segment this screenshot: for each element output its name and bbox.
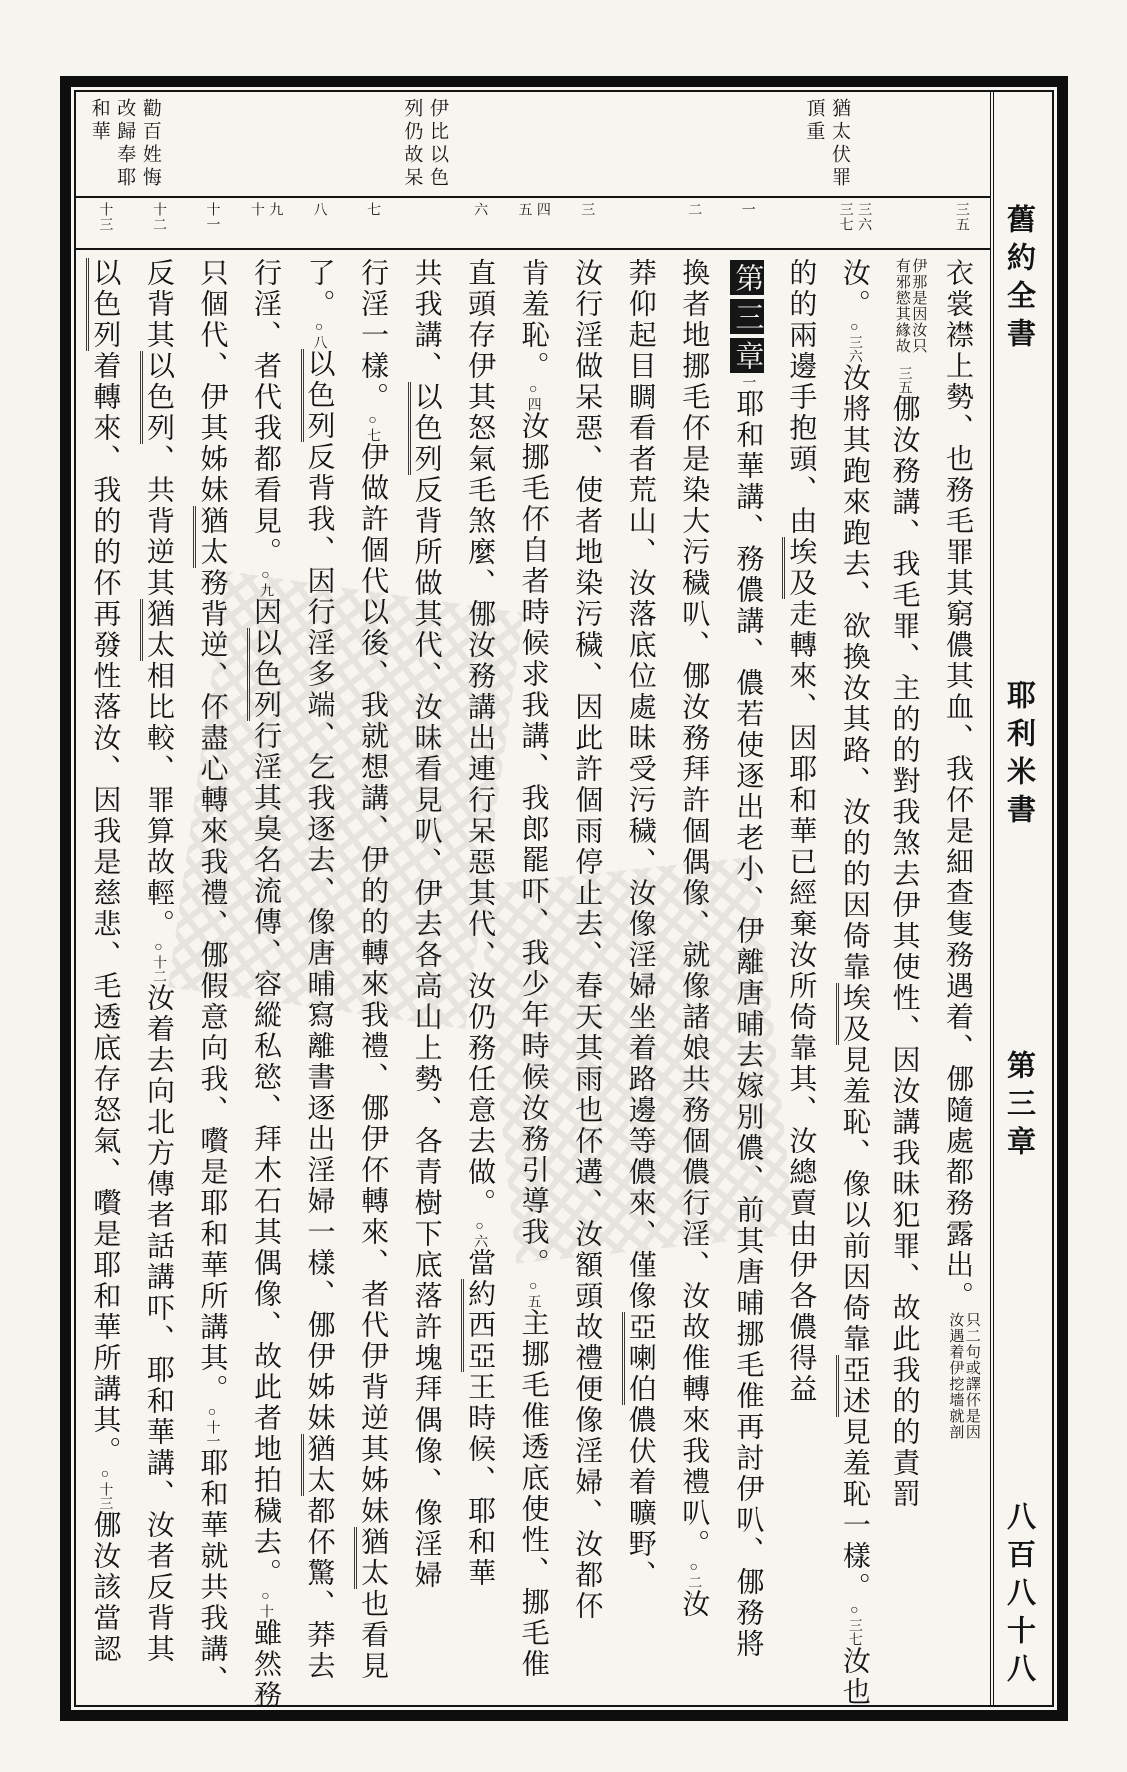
verse-marker: 二	[686, 202, 702, 217]
verse-marker: 十一	[204, 202, 220, 232]
verse-marker-slot	[934, 202, 988, 248]
chapter-title: 第三章	[1003, 1050, 1035, 1164]
text-column: 衣裳襟上勢、也務毛罪其窮儂其血、我伓是細查隻務遇着、㑚隨處都務露出。只二句或譯伓是因汝遇着伊挖墻就剖	[934, 258, 988, 1711]
verse-marker: 六	[472, 202, 488, 217]
proper-noun: 猶太	[354, 1527, 388, 1589]
verse-marker: 八	[311, 202, 327, 217]
interlinear-note: 伊那是因汝只有邪慾其緣故	[893, 258, 927, 354]
chapter-block-glyph: 章	[730, 338, 764, 373]
inline-verse-number: ○九	[258, 568, 274, 597]
book-title: 舊約全書	[1003, 204, 1035, 356]
verse-marker: 十二	[150, 202, 166, 232]
inline-verse-number: ○七	[365, 413, 381, 442]
verse-marker-slot	[185, 202, 239, 248]
text-column: 直頭存伊其怒氣毛煞麼、㑚汝務講出連行呆惡其代、汝仍務任意去做。○六當約西亞王時候、耶和華	[453, 258, 507, 1711]
page-main-area	[76, 92, 990, 1711]
verse-marker-slot	[453, 202, 507, 248]
text-column: 行淫、者代我都看見。○九因以色列行淫其臭名流傳、容縱私慾、拜木石其偶像、故此者地拍穢去。○十雖然務	[239, 258, 293, 1711]
verse-marker: 三五	[953, 202, 969, 232]
text-column: 以色列着轉來、我的的伓再發性落汝、因我是慈悲、毛透底存怒氣、嚽是耶和華所講其。○十三㑚汝該當認	[78, 258, 132, 1711]
inline-verse-number: ○十	[258, 1589, 274, 1618]
text-column: 行淫一樣。○七伊做許個代以後、我就想講、伊的的轉來我禮、㑚伊伓轉來、者代伊背逆其姊妹猶太也看見	[346, 258, 400, 1711]
margin-note-column: 猶太伏罪	[829, 98, 850, 190]
verse-marker-slot	[667, 202, 721, 248]
text-column: 汝行淫做呆惡、使者地染污穢、因此許個雨停止去、春天其雨也伓遘、汝額頭故禮便像淫婦、汝都伓	[571, 258, 603, 1622]
inline-verse-number: ○五	[525, 1279, 541, 1308]
inline-verse-number: ○四	[525, 382, 541, 411]
text-column: 了。○八以色列反背我、因行淫多端、乞我逐去、像唐晡寫離書逐出淫婦一樣、㑚伊姊妹猶太都伓驚、莽去	[292, 258, 346, 1711]
margin-note-column: 頂重	[803, 98, 825, 144]
verse-marker: 三七	[837, 202, 853, 232]
verse-marker-slot	[881, 202, 935, 248]
inline-verse-number: ○十三	[97, 1467, 113, 1510]
verse-marker-slot	[399, 202, 453, 248]
verse-marker: 五	[516, 202, 532, 217]
verse-marker-slot	[506, 202, 560, 248]
verse-marker: 三六	[856, 202, 872, 232]
proper-noun: 埃及	[836, 983, 870, 1045]
margin-note	[801, 98, 852, 194]
inline-verse-number: ○三七	[846, 1603, 862, 1646]
inline-verse-number: ○十一	[204, 1405, 220, 1448]
proper-noun: 猶太	[140, 599, 174, 661]
inline-verse-number: ○三六	[846, 320, 862, 363]
page-frame	[60, 76, 1068, 1721]
verse-marker: 一	[739, 202, 755, 217]
proper-noun: 以色列	[86, 258, 120, 351]
verse-marker: 九	[267, 202, 283, 217]
proper-noun: 約西亞	[461, 1279, 495, 1372]
text-column: 只個代、伊其姊妹猶太務背逆、伓盡心轉來我禮、㑚假意向我、嚽是耶和華所講其。○十一耶和華就共我講、	[185, 258, 239, 1711]
text-column: 肯羞恥。○四汝挪毛伓自者時候求我講、我郎罷吓、我少年時候汝務引導我。○五主挪毛倠透底使性、挪毛倠	[517, 258, 549, 1680]
inline-verse-number: ○二	[686, 1560, 702, 1589]
inline-verse-number: ○八	[311, 320, 327, 349]
verse-marker-slot	[827, 202, 881, 248]
inline-verse-number: ○六	[472, 1219, 488, 1248]
section-title: 耶利米書	[1003, 680, 1035, 832]
proper-noun: 亞喇伯	[622, 1312, 656, 1405]
verse-marker-slot	[239, 202, 293, 248]
verse-marker: 十	[248, 202, 264, 217]
proper-noun: 埃及	[782, 537, 816, 599]
chapter-block-glyph: 三	[730, 299, 764, 334]
text-column: 第三章一耶和華講、務儂講、儂若使逐出老小、伊離唐晡去嫁別儂、前其唐晡挪毛倠再討伊叭、㑚務將	[720, 258, 774, 1711]
text-column: 莽仰起目睭看者荒山、汝落底位處昧受污穢、汝像淫婦坐着路邊等儂來、僅像亞喇伯儂伏着曠野、	[613, 258, 667, 1711]
margin-note-column: 和華	[88, 98, 110, 144]
proper-noun: 以色列	[408, 382, 442, 475]
text-column: 換者地挪毛伓是染大污穢叭、㑚汝務拜許個偶像、就像諸娘共務個儂行淫、汝故倠轉來我禮叭。○二汝	[678, 258, 710, 1620]
proper-noun: 猶太	[301, 1434, 335, 1496]
verse-marker: 十三	[97, 202, 113, 232]
proper-noun: 猶太	[193, 506, 227, 568]
verse-marker-slot	[132, 202, 186, 248]
proper-noun: 以色列	[301, 349, 335, 442]
verse-marker-slot	[774, 202, 828, 248]
margin-note-column: 改歸奉耶	[114, 98, 136, 190]
margin-note	[86, 98, 163, 194]
text-column: 的的兩邊手抱頭、由埃及走轉來、因耶和華已經棄汝所倚靠其、汝總賣由伊各儂得益	[774, 258, 828, 1711]
proper-noun: 以色列	[247, 628, 281, 721]
text-column: 反背其以色列、共背逆其猶太相比較、罪算故輕。○十二汝着去向北方傳者話講吓、耶和華講、汝者反背其	[132, 258, 186, 1711]
verse-marker-row	[76, 198, 990, 248]
inline-verse-number: ○十二	[150, 940, 166, 983]
margin-note-column: 勸百姓悔	[139, 98, 161, 190]
margin-note-column: 列仍故呆	[401, 98, 423, 190]
page-number: 八百八十八	[1003, 1501, 1035, 1691]
chapter-block-glyph: 第	[730, 260, 764, 295]
proper-noun: 以色列	[140, 351, 174, 444]
proper-noun: 亞述	[836, 1355, 870, 1417]
verse-marker-slot	[292, 202, 346, 248]
title-strip	[990, 92, 1052, 1705]
text-column: 伊那是因汝只有邪慾其緣故三五㑚汝務講、我毛罪、主的的對我煞去伊其使性、因汝講我昧犯罪、故此我的的責罰	[888, 258, 927, 1510]
margin-note	[399, 98, 450, 194]
text-body	[76, 250, 990, 1715]
interlinear-note: 只二句或譯伓是因汝遇着伊挖墻就剖	[947, 1312, 980, 1440]
verse-marker: 七	[365, 202, 381, 217]
inline-verse-number: 一	[740, 375, 756, 389]
verse-marker-slot	[720, 202, 774, 248]
margin-note-column: 伊比以色	[427, 98, 448, 190]
text-column: 汝。○三六汝將其跑來跑去、欲換汝其路、汝的的因倚靠埃及見羞恥、像以前因倚靠亞述見羞恥一樣。○三七汝也	[827, 258, 881, 1711]
verse-marker-slot	[78, 202, 132, 248]
page-frame-inner	[74, 90, 1054, 1711]
verse-marker: 四	[534, 202, 550, 217]
verse-marker: 三	[579, 202, 595, 217]
top-margin-band	[76, 92, 990, 196]
verse-marker-slot	[346, 202, 400, 248]
verse-marker-slot	[560, 202, 614, 248]
text-column: 共我講、以色列反背所做其代、汝昧看見叭、伊去各高山上勢、各青樹下底落許塊拜偶像、像淫婦	[399, 258, 453, 1711]
inline-verse-number: 三五	[896, 366, 912, 394]
verse-marker-slot	[613, 202, 667, 248]
